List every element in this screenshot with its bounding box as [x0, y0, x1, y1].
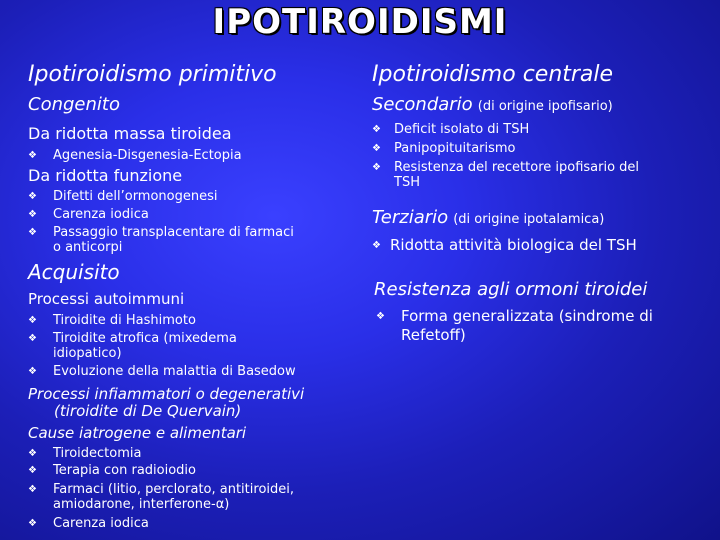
bullet-icon: ❖ [28, 484, 37, 495]
infiammatori-subheading: (tiroidite di De Quervain) [54, 402, 242, 420]
slide-title: IPOTIROIDISMI [212, 2, 508, 42]
secondario-heading: Secondario [372, 94, 473, 115]
autoimmuni-heading: Processi autoimmuni [28, 290, 185, 308]
list-item: Evoluzione della malattia di Basedow [53, 364, 296, 379]
list-item: Tiroidectomia [53, 446, 142, 461]
bullet-icon: ❖ [28, 366, 37, 377]
resistenza-heading: Resistenza agli ormoni tiroidei [374, 279, 648, 300]
list-item: Ridotta attività biologica del TSH [390, 236, 637, 254]
massa-heading: Da ridotta massa tiroidea [28, 124, 232, 143]
infiammatori-heading: Processi infiammatori o degenerativi [28, 385, 305, 403]
list-item: Agenesia-Disgenesia-Ectopia [53, 148, 242, 163]
list-item: Farmaci (litio, perclorato, antitiroidei, [53, 482, 295, 497]
list-item: Tiroidite atrofica (mixedema [53, 331, 237, 346]
list-item-continuation: Refetoff) [401, 326, 466, 344]
list-item: Forma generalizzata (sindrome di [401, 307, 653, 325]
list-item: Carenza iodica [53, 516, 149, 531]
bullet-icon: ❖ [372, 240, 381, 251]
secondario-note: (di origine ipofisario) [477, 99, 613, 114]
bullet-icon: ❖ [28, 448, 37, 459]
congenito-heading: Congenito [28, 94, 120, 115]
bullet-icon: ❖ [372, 124, 381, 135]
acquisito-heading: Acquisito [28, 260, 120, 284]
list-item-continuation: TSH [394, 175, 420, 190]
terziario-heading-row [372, 207, 604, 228]
iatrogene-heading: Cause iatrogene e alimentari [28, 424, 247, 442]
right-heading: Ipotiroidismo centrale [372, 62, 614, 87]
bullet-icon: ❖ [28, 191, 37, 202]
bullet-icon: ❖ [28, 315, 37, 326]
bullet-icon: ❖ [372, 162, 381, 173]
terziario-note: (di origine ipotalamica) [453, 212, 605, 227]
bullet-icon: ❖ [372, 143, 381, 154]
list-item-continuation: amiodarone, interferone-α) [53, 497, 230, 512]
terziario-heading: Terziario [372, 207, 449, 228]
list-item: Terapia con radioiodio [53, 463, 196, 478]
list-item: Resistenza del recettore ipofisario del [394, 160, 640, 175]
list-item: Passaggio transplacentare di farmaci [53, 225, 294, 240]
secondario-heading-row [372, 94, 613, 115]
left-heading: Ipotiroidismo primitivo [28, 62, 277, 87]
list-item: Panipopituitarismo [394, 141, 516, 156]
list-item: Deficit isolato di TSH [394, 122, 530, 137]
bullet-icon: ❖ [28, 518, 37, 529]
list-item-continuation: o anticorpi [53, 240, 123, 255]
list-item: Tiroidite di Hashimoto [53, 313, 196, 328]
bullet-icon: ❖ [28, 465, 37, 476]
list-item-continuation: idiopatico) [53, 346, 122, 361]
list-item: Difetti dell’ormonogenesi [53, 189, 218, 204]
bullet-icon: ❖ [28, 333, 37, 344]
bullet-icon: ❖ [376, 311, 385, 322]
funzione-heading: Da ridotta funzione [28, 166, 183, 185]
bullet-icon: ❖ [28, 227, 37, 238]
bullet-icon: ❖ [28, 209, 37, 220]
bullet-icon: ❖ [28, 150, 37, 161]
list-item: Carenza iodica [53, 207, 149, 222]
